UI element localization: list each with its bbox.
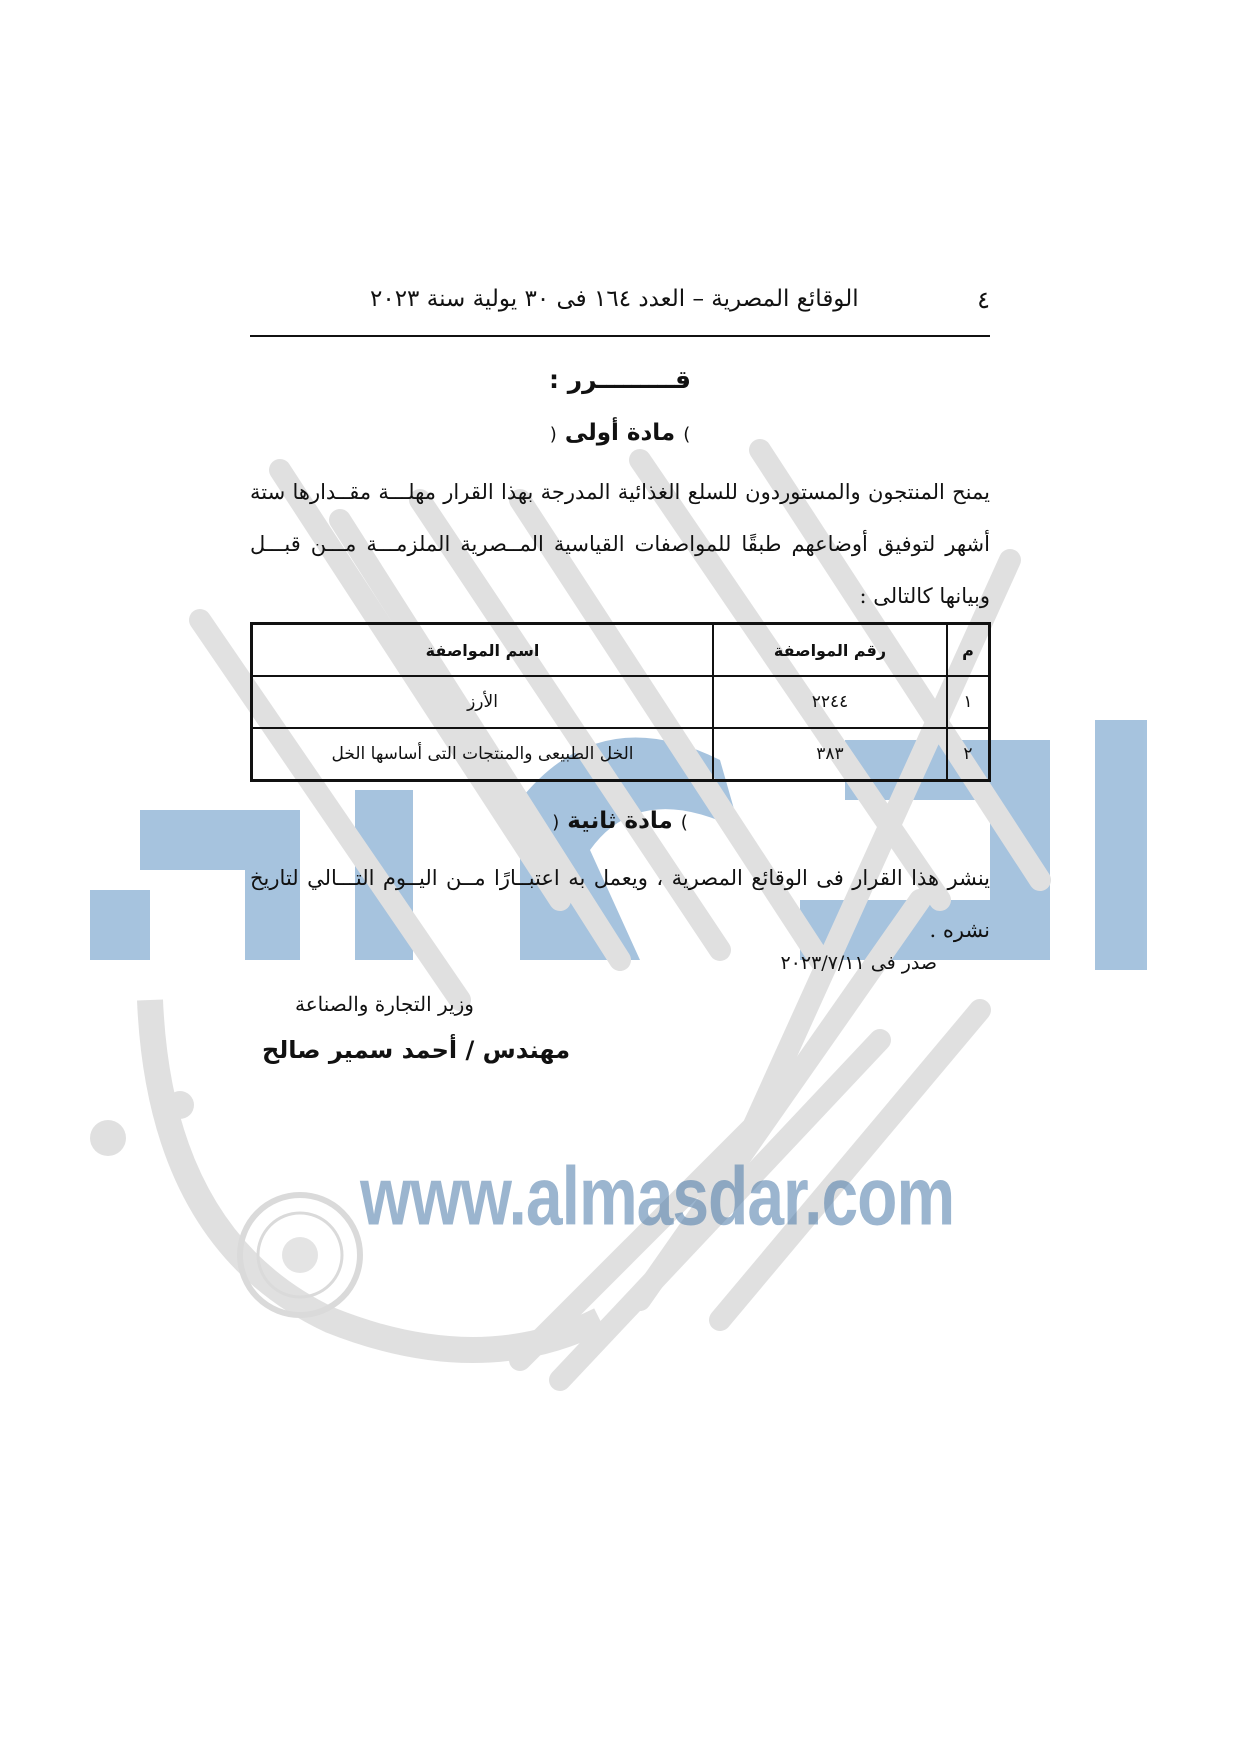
table-row: [252, 728, 990, 781]
watermark-block: [90, 890, 150, 960]
minister-name: مهندس / أحمد سمير صالح: [262, 1036, 571, 1064]
cell-index: ١: [947, 676, 990, 728]
paren-close: ): [680, 812, 688, 833]
col-header-spec-number: رقم المواصفة: [713, 624, 947, 677]
cell-spec-number: ٣٨٣: [713, 728, 947, 781]
watermark-site-url: www.almasdar.com: [360, 1149, 955, 1242]
page-number: ٤: [977, 286, 990, 314]
table-header-row: [252, 624, 990, 677]
article-1-title: مادة أولى: [564, 420, 676, 446]
cell-spec-number: ٢٢٤٤: [713, 676, 947, 728]
table-row: [252, 676, 990, 728]
article-2-text: ينشر هذا القرار فى الوقائع المصرية ، ويعمل به اعتبــارًا مــن اليــوم التـــالي لتاريخ نشره .: [250, 866, 990, 942]
paren-close: ): [683, 424, 691, 445]
paren-open: (: [552, 812, 560, 833]
watermark-block: [1095, 720, 1147, 970]
issued-date: صدر فى ٢٠٢٣/٧/١١: [780, 952, 937, 974]
article-1-text: يمنح المنتجون والمستوردون للسلع الغذائية المدرجة بهذا القرار مهلـــة مقــدارها ستة أشهر لتوفيق أوضاعهم طبقًا للمواصفات القياسية المــصرية الملزمـــة مـــن قبـــل وبيانها كالتالى :: [250, 480, 990, 608]
decree-heading: قـــــــــرر :: [549, 365, 691, 394]
paren-open: (: [549, 424, 557, 445]
minister-title: وزير التجارة والصناعة: [295, 992, 474, 1016]
cell-spec-name: الخل الطبيعى والمنتجات التى أساسها الخل: [252, 728, 714, 781]
running-head: الوقائع المصرية – العدد ١٦٤ فى ٣٠ يولية سنة ٢٠٢٣: [370, 286, 859, 312]
page-header: [250, 280, 990, 324]
header-rule: [250, 335, 990, 337]
watermark-dot: [166, 1091, 194, 1119]
article-1-heading: [250, 420, 990, 446]
seal-icon: [240, 1195, 360, 1315]
article-2-title: مادة ثانية: [567, 808, 673, 834]
col-header-index: م: [947, 624, 990, 677]
col-header-spec-name: اسم المواصفة: [252, 624, 714, 677]
specifications-table: [250, 622, 991, 782]
watermark-dot: [90, 1120, 126, 1156]
cell-index: ٢: [947, 728, 990, 781]
cell-spec-name: الأرز: [252, 676, 714, 728]
article-2-heading: [250, 808, 990, 834]
